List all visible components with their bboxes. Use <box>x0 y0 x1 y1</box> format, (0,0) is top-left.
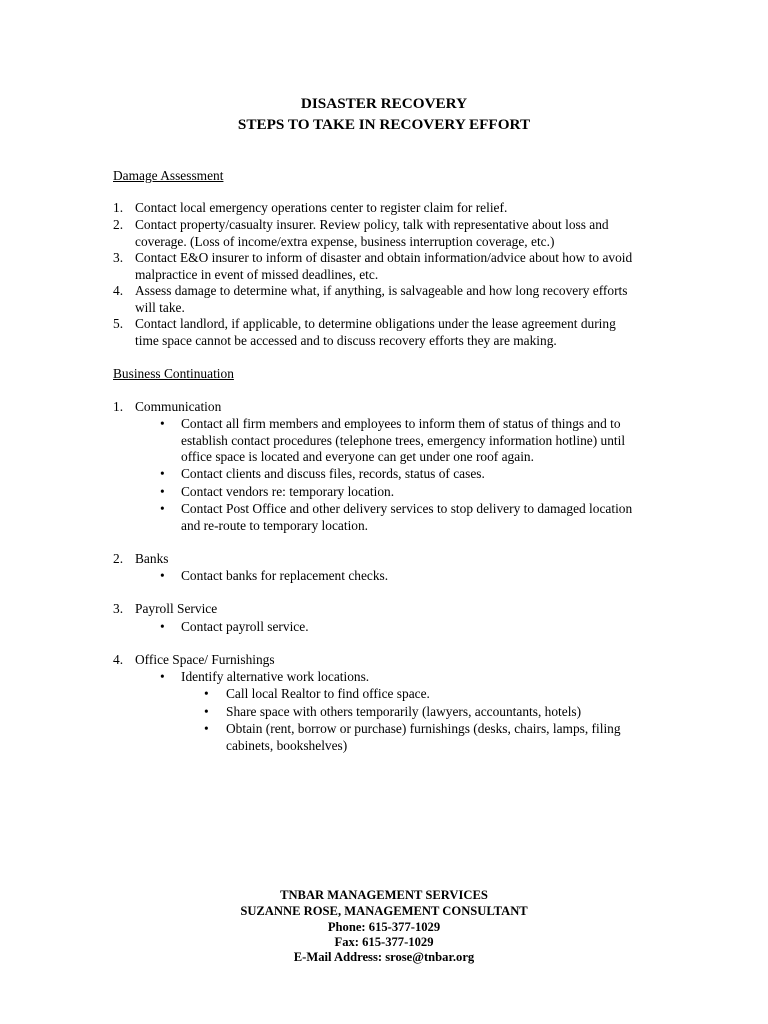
bullet-text: Call local Realtor to find office space. <box>226 686 430 701</box>
bullet-text: Identify alternative work locations. <box>181 669 370 684</box>
item-number: 3. <box>113 601 124 616</box>
bullet-text: Contact payroll service. <box>181 619 309 634</box>
bullet-text: Contact vendors re: temporary location. <box>181 484 395 499</box>
item-label: Communication <box>135 399 222 414</box>
footer-email: E-Mail Address: srose@tnbar.org <box>293 950 475 964</box>
item-label: Banks <box>135 551 169 566</box>
document-subtitle: STEPS TO TAKE IN RECOVERY EFFORT <box>237 116 531 133</box>
bullet-text: Contact clients and discuss files, records, status of cases. <box>181 466 485 481</box>
item-text: Assess damage to determine what, if anything, is salvageable and how long recovery efforts will take. <box>135 283 628 315</box>
item-number: 1. <box>113 200 124 215</box>
bullet-icon: • <box>160 484 165 499</box>
item-text: Contact landlord, if applicable, to determine obligations under the lease agreement during time space cannot be accessed and to discuss recovery efforts they are making. <box>135 316 616 348</box>
item-number: 5. <box>113 316 124 331</box>
business-continuation-heading: Business Continuation <box>113 366 234 381</box>
bullet-text: Contact banks for replacement checks. <box>181 568 389 583</box>
damage-assessment-heading: Damage Assessment <box>113 168 224 183</box>
item-number: 4. <box>113 652 124 667</box>
bullet-icon: • <box>204 721 209 736</box>
bullet-icon: • <box>160 568 165 583</box>
bullet-text: Contact all firm members and employees to inform them of status of things and to establish contact procedures (telephone trees, emergency information hotline) until office space is located and everyone can get under one roof again. <box>181 416 626 465</box>
item-label: Payroll Service <box>135 601 218 616</box>
item-number: 1. <box>113 399 124 414</box>
bullet-text: Contact Post Office and other delivery services to stop delivery to damaged location and re-route to temporary location. <box>181 501 633 533</box>
bullet-text: Obtain (rent, borrow or purchase) furnishings (desks, chairs, lamps, filing cabinets, bookshelves) <box>226 721 621 753</box>
item-text: Contact E&O insurer to inform of disaster and obtain information/advice about how to avoid malpractice in event of missed deadlines, etc. <box>135 250 633 282</box>
item-number: 2. <box>113 551 124 566</box>
bullet-icon: • <box>204 704 209 719</box>
item-text: Contact local emergency operations center to register claim for relief. <box>135 200 508 215</box>
footer-consultant: SUZANNE ROSE, MANAGEMENT CONSULTANT <box>240 904 528 918</box>
document-title: DISASTER RECOVERY <box>300 95 468 112</box>
item-text: Contact property/casualty insurer. Review policy, talk with representative about loss and coverage. (Loss of income/extra expense, business interruption coverage, etc.) <box>135 217 609 249</box>
item-number: 3. <box>113 250 124 265</box>
item-number: 2. <box>113 217 124 232</box>
bullet-icon: • <box>160 619 165 634</box>
bullet-icon: • <box>204 686 209 701</box>
footer-company: TNBAR MANAGEMENT SERVICES <box>280 888 488 902</box>
item-label: Office Space/ Furnishings <box>135 652 275 667</box>
bullet-icon: • <box>160 466 165 481</box>
bullet-text: Share space with others temporarily (lawyers, accountants, hotels) <box>226 704 582 719</box>
bullet-icon: • <box>160 416 165 431</box>
bullet-icon: • <box>160 501 165 516</box>
footer-fax: Fax: 615-377-1029 <box>334 935 434 949</box>
footer-phone: Phone: 615-377-1029 <box>327 920 441 934</box>
item-number: 4. <box>113 283 124 298</box>
bullet-icon: • <box>160 669 165 684</box>
